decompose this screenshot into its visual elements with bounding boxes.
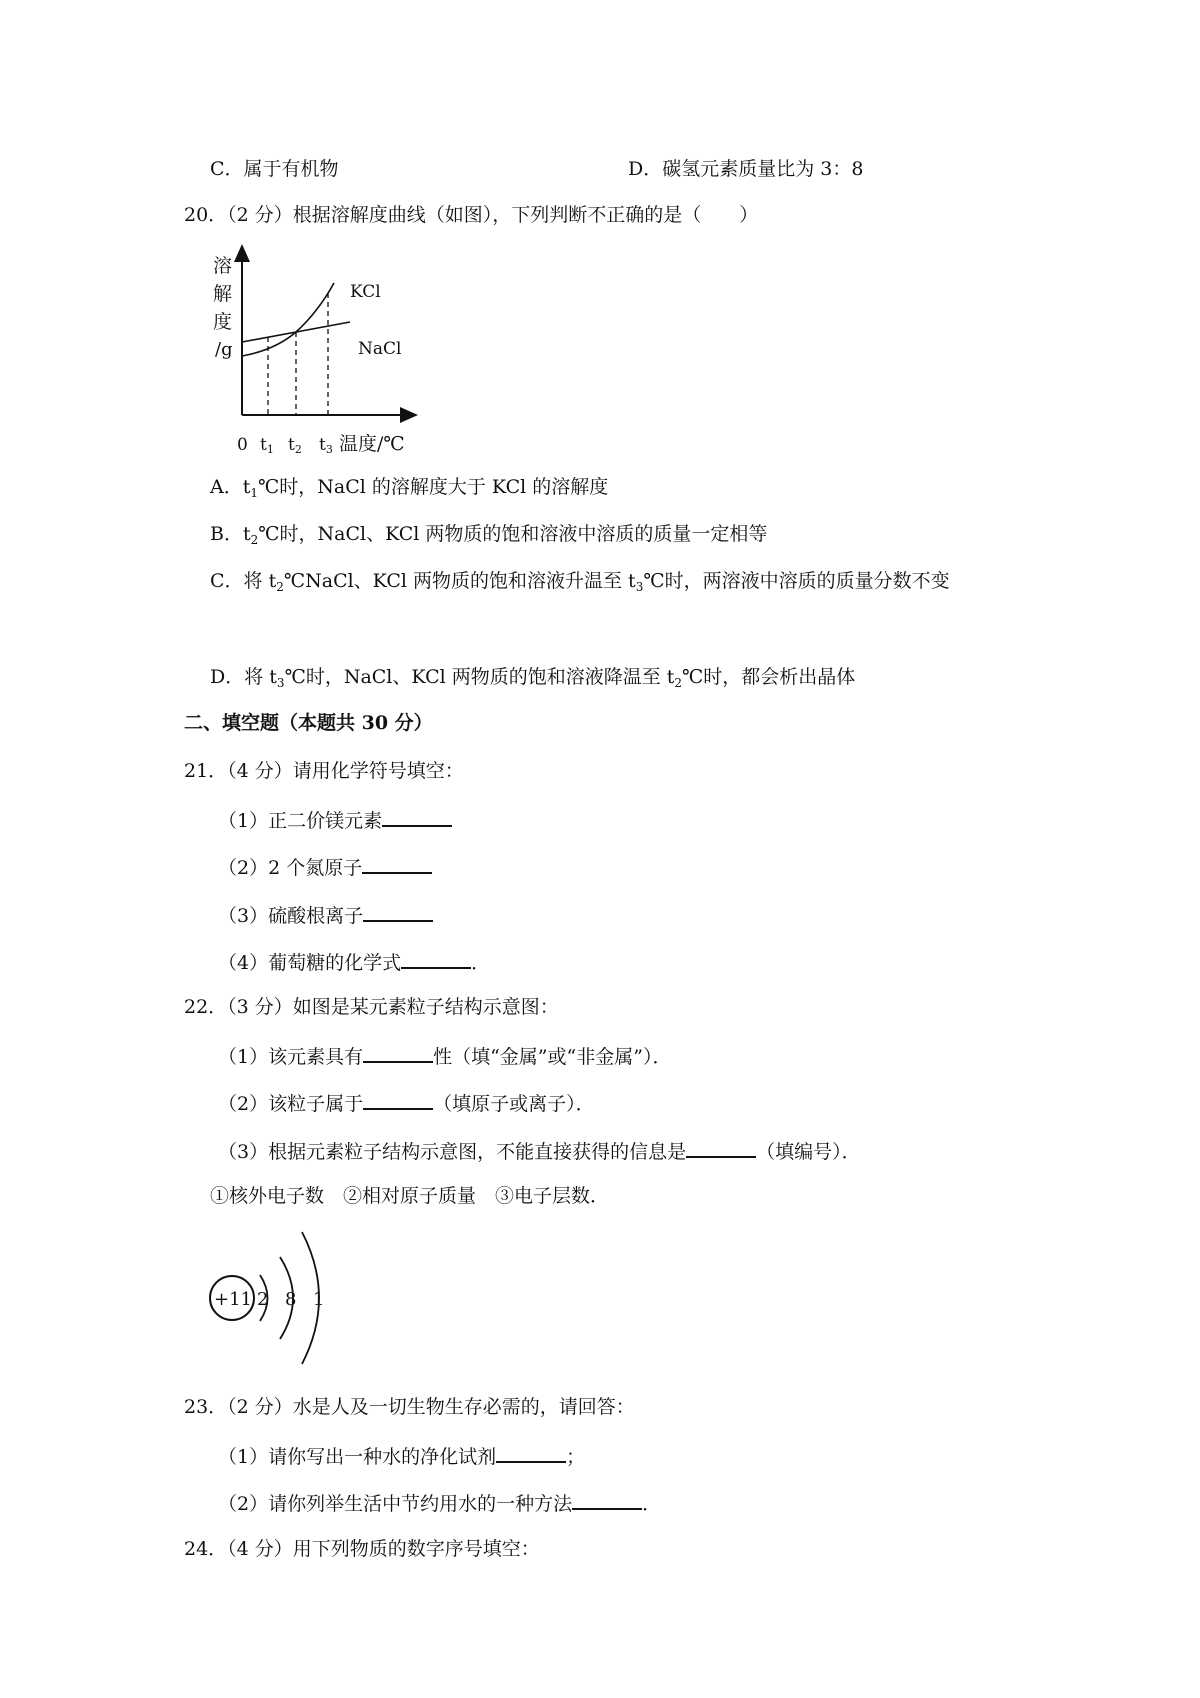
q21-part-4: （4）葡萄糖的化学式 ． — [218, 952, 491, 974]
series-kcl-curve — [242, 283, 334, 356]
q20-option-a: A．$t_1℃$时，NaCl 的溶解度大于 KCl 的溶解度 — [210, 476, 609, 500]
answer-blank[interactable] — [362, 856, 432, 874]
y-label-2: 解 — [213, 283, 233, 305]
answer-blank[interactable] — [572, 1492, 642, 1510]
q20-stem: 20．（2 分）根据溶解度曲线（如图），下列判断不正确的是（ ） — [184, 204, 759, 226]
q23-stem: 23．（2 分）水是人及一切生物生存必需的，请回答： — [184, 1396, 635, 1418]
q21-part-1: （1）正二价镁元素 — [218, 809, 452, 831]
solubility-chart — [200, 244, 420, 464]
x-tick-t2: t2 — [288, 435, 302, 456]
answer-blank[interactable] — [363, 904, 433, 922]
x-label: 温度/℃ — [339, 433, 405, 455]
shell-electrons-3: 1 — [313, 1289, 325, 1310]
q23-part-2: （2）请你列举生活中节约用水的一种方法 ． — [218, 1493, 662, 1515]
section-title: 二、填空题（本题共 30 分） — [184, 712, 433, 734]
shell-electrons-2: 8 — [285, 1289, 297, 1310]
series-label-nacl: NaCl — [358, 339, 402, 359]
q20-option-b: B．$t_2℃$时，NaCl、KCl 两物质的饱和溶液中溶质的质量一定相等 — [210, 523, 768, 547]
x-tick-t3: t3 — [319, 435, 333, 456]
q20-option-c: C．将 $t_2℃NaCl$、KCl 两物质的饱和溶液升温至 $t_3℃$时，两溶液中溶质的质量分数不变 — [210, 570, 950, 594]
y-label-1: 溶 — [213, 255, 233, 277]
q22-options: ①核外电子数 ②相对原子质量 ③电子层数． — [210, 1185, 610, 1207]
q20-option-d: D．将 $t_3℃$时，NaCl、KCl 两物质的饱和溶液降温至 $t_2℃$时，都会析出晶体 — [210, 666, 856, 690]
answer-blank[interactable] — [382, 809, 452, 827]
answer-blank[interactable] — [363, 1045, 433, 1063]
shell-electrons-1: 2 — [257, 1289, 269, 1310]
q22-part-3: （3）根据元素粒子结构示意图，不能直接获得的信息是 （填编号）． — [218, 1141, 861, 1163]
q23-part-1: （1）请你写出一种水的净化试剂 ； — [218, 1446, 586, 1468]
q21-stem: 21．（4 分）请用化学符号填空： — [184, 760, 464, 782]
q24-stem: 24．（4 分）用下列物质的数字序号填空： — [184, 1538, 540, 1560]
q22-part-2: （2）该粒子属于 （填原子或离子）． — [218, 1093, 595, 1115]
atom-structure-diagram — [205, 1225, 355, 1375]
q22-stem: 22．（3 分）如图是某元素粒子结构示意图： — [184, 996, 559, 1018]
y-label-4: /g — [215, 339, 233, 360]
series-label-kcl: KCl — [350, 282, 381, 302]
q19-option-d: D．碳氢元素质量比为 3：8 — [628, 158, 864, 180]
answer-blank[interactable] — [496, 1445, 566, 1463]
q19-option-c: C．属于有机物 — [210, 158, 339, 180]
q21-part-2: （2）2 个氮原子 — [218, 856, 432, 878]
x-tick-0: 0 — [237, 435, 248, 455]
answer-blank[interactable] — [686, 1140, 756, 1158]
x-tick-t1: t1 — [260, 435, 274, 456]
answer-blank[interactable] — [401, 951, 471, 969]
answer-blank[interactable] — [363, 1092, 433, 1110]
q21-part-3: （3）硫酸根离子 — [218, 904, 433, 926]
nucleus-charge: +11 — [214, 1289, 252, 1310]
q22-part-1: （1）该元素具有 性（填“金属”或“非金属”）． — [218, 1046, 672, 1068]
y-label-3: 度 — [213, 311, 233, 333]
